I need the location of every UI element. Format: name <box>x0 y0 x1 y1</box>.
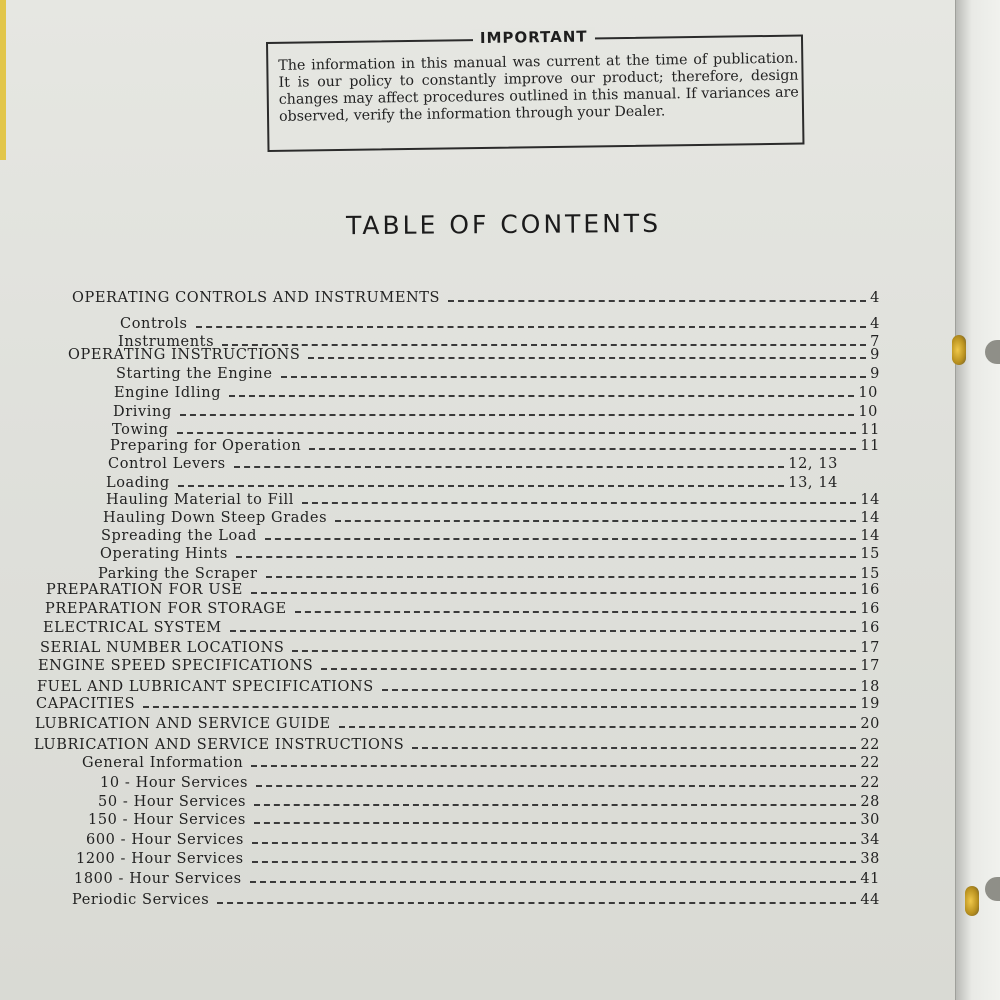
toc-entry-label: Periodic Services <box>72 892 210 908</box>
toc-entry-label: 10 - Hour Services <box>100 775 249 791</box>
toc-entry-page: 14 <box>860 492 880 508</box>
toc-entry-label: 150 - Hour Services <box>88 812 246 828</box>
toc-entry-page: 16 <box>860 601 880 617</box>
toc-entry-page: 14 <box>860 528 880 544</box>
toc-entry-label: LUBRICATION AND SERVICE INSTRUCTIONS <box>34 737 405 753</box>
dot-leader <box>254 804 856 806</box>
toc-entry <box>98 790 880 810</box>
toc-entry-page: 44 <box>860 892 880 908</box>
toc-entry-label: Instruments <box>118 334 215 350</box>
dot-leader <box>412 747 856 749</box>
toc-entry <box>38 654 880 674</box>
toc-entry-label: ENGINE SPEED SPECIFICATIONS <box>38 658 314 674</box>
toc-entry <box>34 733 880 753</box>
toc-entry-label: 1200 - Hour Services <box>76 851 244 867</box>
dot-leader <box>230 630 857 632</box>
dot-leader <box>308 357 866 359</box>
toc-entry-page: 22 <box>860 775 880 791</box>
toc-entry <box>100 542 880 562</box>
toc-entry-label: OPERATING CONTROLS AND INSTRUMENTS <box>72 290 441 306</box>
toc-entry <box>113 400 878 420</box>
toc-entry <box>88 808 880 828</box>
toc-entry <box>100 771 880 791</box>
toc-entry-label: PREPARATION FOR STORAGE <box>45 601 287 617</box>
dot-leader <box>180 414 854 416</box>
toc-entry-label: PREPARATION FOR USE <box>46 582 243 598</box>
toc-entry <box>72 888 880 908</box>
toc-entry-label: Hauling Material to Fill <box>106 492 295 508</box>
toc-entry-label: Starting the Engine <box>116 366 273 382</box>
toc-entry-page: 4 <box>870 290 880 306</box>
toc-entry-page: 22 <box>860 755 880 771</box>
toc-entry <box>35 712 880 732</box>
dot-leader <box>254 822 856 824</box>
toc-entry <box>101 524 880 544</box>
toc-entry-label: SERIAL NUMBER LOCATIONS <box>40 640 285 656</box>
dot-leader <box>236 556 856 558</box>
toc-entry <box>86 828 880 848</box>
toc-entry-label: Spreading the Load <box>101 528 257 544</box>
toc-entry <box>108 452 838 472</box>
toc-entry-label: 600 - Hour Services <box>86 832 244 848</box>
dot-leader <box>335 520 856 522</box>
toc-entry-page: 13, 14 <box>788 475 838 491</box>
toc-entry <box>45 597 880 617</box>
toc-entry-page: 4 <box>870 316 880 332</box>
toc-entry-label: FUEL AND LUBRICANT SPECIFICATIONS <box>37 679 374 695</box>
toc-entry-page: 7 <box>870 334 880 350</box>
toc-entry-page: 10 <box>858 385 878 401</box>
toc-entry-page: 19 <box>860 696 880 712</box>
toc-entry-page: 30 <box>860 812 880 828</box>
toc-entry-label: Control Levers <box>108 456 226 472</box>
important-notice-text: The information in this manual was current at the time of publication. It is our policy to constantly improve our product; therefore, design changes may affect procedures outlined in this manual. If variances are observed, verify the information through your Dealer. <box>278 50 799 125</box>
toc-entry-page: 17 <box>860 640 880 656</box>
toc-entry-page: 18 <box>860 679 880 695</box>
toc-entry <box>74 867 880 887</box>
toc-entry-label: Parking the Scraper <box>98 566 258 582</box>
toc-entry-page: 14 <box>860 510 880 526</box>
toc-entry <box>72 286 880 306</box>
toc-entry-label: Driving <box>113 404 172 420</box>
dot-leader <box>448 300 866 302</box>
dot-leader <box>252 842 856 844</box>
toc-entry-page: 15 <box>860 546 880 562</box>
toc-entry-label: 50 - Hour Services <box>98 794 247 810</box>
toc-entry-label: General Information <box>82 755 244 771</box>
toc-entry-label: 1800 - Hour Services <box>74 871 242 887</box>
toc-entry-label: Towing <box>112 422 169 438</box>
toc-entry-page: 16 <box>860 582 880 598</box>
toc-entry-page: 22 <box>860 737 880 753</box>
toc-entry-page: 12, 13 <box>788 456 838 472</box>
toc-entry <box>114 381 878 401</box>
toc-entry-page: 9 <box>870 366 880 382</box>
toc-entry-page: 28 <box>860 794 880 810</box>
dot-leader <box>217 902 856 904</box>
toc-entry-label: Controls <box>120 316 188 332</box>
dot-leader <box>252 861 857 863</box>
toc-entry-page: 11 <box>860 422 880 438</box>
dot-leader <box>302 502 856 504</box>
toc-entry <box>82 751 880 771</box>
toc-entry-page: 9 <box>870 347 880 363</box>
toc-entry-page: 10 <box>858 404 878 420</box>
dot-leader <box>251 592 856 594</box>
toc-entry <box>110 434 880 454</box>
toc-entry-page: 15 <box>860 566 880 582</box>
toc-entry-label: Loading <box>106 475 170 491</box>
dot-leader <box>295 611 857 613</box>
toc-entry-page: 41 <box>860 871 880 887</box>
toc-entry <box>120 312 880 332</box>
dot-leader <box>339 726 857 728</box>
toc-entry-page: 17 <box>860 658 880 674</box>
toc-entry-label: LUBRICATION AND SERVICE GUIDE <box>35 716 331 732</box>
dot-leader <box>250 881 857 883</box>
toc-entry-label: Engine Idling <box>114 385 222 401</box>
toc-entry-label: OPERATING INSTRUCTIONS <box>68 347 301 363</box>
dot-leader <box>229 395 854 397</box>
dot-leader <box>382 689 857 691</box>
toc-entry-label: Operating Hints <box>100 546 228 562</box>
dot-leader <box>178 485 785 487</box>
toc-entry-page: 11 <box>860 438 880 454</box>
dot-leader <box>234 466 785 468</box>
dot-leader <box>265 538 856 540</box>
dot-leader <box>256 785 856 787</box>
toc-entry <box>106 488 880 508</box>
toc-entry-label: Preparing for Operation <box>110 438 302 454</box>
toc-entry-label: Hauling Down Steep Grades <box>103 510 328 526</box>
toc-entry-page: 16 <box>860 620 880 636</box>
toc-entry <box>36 692 880 712</box>
important-notice-title: IMPORTANT <box>473 27 595 47</box>
toc-entry <box>76 847 880 867</box>
dot-leader <box>143 706 856 708</box>
toc-entry <box>46 578 880 598</box>
dot-leader <box>321 668 856 670</box>
toc-entry <box>116 362 880 382</box>
toc-entry <box>68 343 880 363</box>
toc-entry-label: CAPACITIES <box>36 696 136 712</box>
dot-leader <box>292 650 856 652</box>
toc-entry-label: ELECTRICAL SYSTEM <box>43 620 222 636</box>
dot-leader <box>196 326 867 328</box>
dot-leader <box>309 448 856 450</box>
dot-leader <box>281 376 867 378</box>
toc-entry <box>103 506 880 526</box>
dot-leader <box>251 765 856 767</box>
page-title: TABLE OF CONTENTS <box>345 208 662 241</box>
toc-entry <box>43 616 880 636</box>
toc-entry-page: 38 <box>860 851 880 867</box>
toc-entry <box>40 636 880 656</box>
toc-entry-page: 34 <box>860 832 880 848</box>
toc-entry-page: 20 <box>860 716 880 732</box>
